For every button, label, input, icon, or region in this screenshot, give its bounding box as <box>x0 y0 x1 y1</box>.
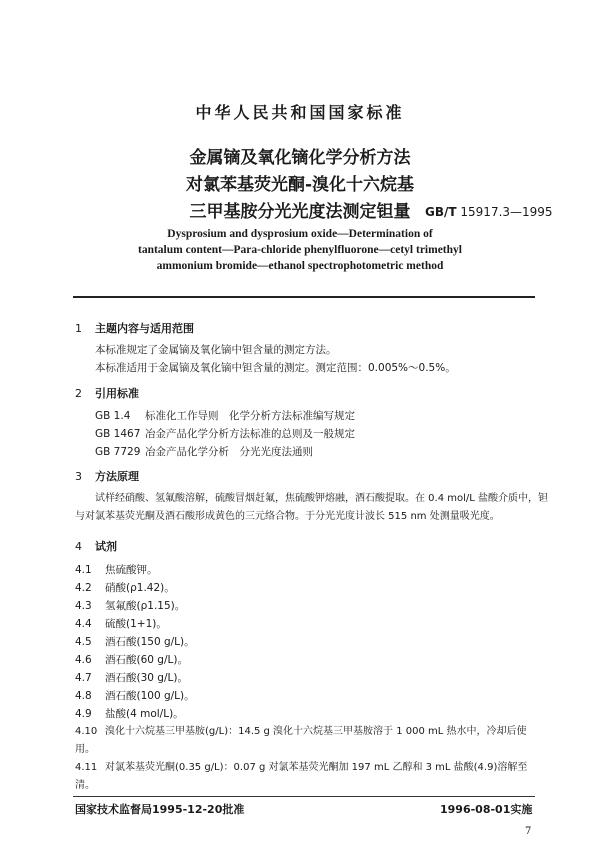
cn-title-line-1: 金属镝及氧化镝化学分析方法 <box>189 148 411 168</box>
reagent-number: 4.1 <box>75 564 92 576</box>
reagent-item <box>75 723 527 741</box>
reagent-item <box>75 561 158 579</box>
reference-item <box>95 425 355 443</box>
reagent-item <box>75 687 195 705</box>
section-3-heading <box>75 468 139 484</box>
reagent-number: 4.3 <box>75 600 92 612</box>
reference-code: GB 7729 <box>95 446 141 458</box>
section-1-title: 主题内容与适用范围 <box>95 322 194 335</box>
reagent-number: 4.7 <box>75 672 92 684</box>
reagent-number: 4.6 <box>75 654 92 666</box>
reagent-item <box>75 633 195 651</box>
standard-number <box>425 205 553 219</box>
reagent-text: 酒石酸(60 g/L)。 <box>105 654 188 666</box>
standard-prefix: GB/T <box>425 205 457 219</box>
section-4-title: 试剂 <box>95 540 117 553</box>
reagent-text: 对氯苯基荧光酮(0.35 g/L)：0.07 g 对氯苯基荧光酮加 197 mL 乙醇和 3 mL 盐酸(4.9)溶解至 <box>105 762 528 773</box>
implement-text: 1996-08-01实施 <box>440 803 533 816</box>
footer-divider <box>73 796 535 797</box>
section-3-title: 方法原理 <box>95 470 139 483</box>
page-number: 7 <box>525 826 532 837</box>
reagent-number: 4.9 <box>75 708 92 720</box>
section-4-number: 4 <box>75 540 82 553</box>
reference-code: GB 1467 <box>95 428 141 440</box>
reagent-item <box>75 615 167 633</box>
section-2-number: 2 <box>75 387 82 400</box>
section-1-number: 1 <box>75 322 82 335</box>
cn-title-line-3: 三甲基胺分光光度法测定钽量 <box>189 202 411 222</box>
section-2-heading <box>75 385 139 401</box>
reagent-item <box>75 705 184 723</box>
section-1-para-2: 本标准适用于金属镝及氧化镝中钽含量的测定。测定范围：0.005%～0.5%。 <box>95 362 456 374</box>
section-3-number: 3 <box>75 470 82 483</box>
reference-text: 冶金产品化学分析 分光光度法通则 <box>145 446 313 458</box>
reagent-number: 4.4 <box>75 618 92 630</box>
header-divider <box>73 296 535 298</box>
section-3-line-1: 试样经硝酸、氢氟酸溶解，硫酸冒烟赶氟，焦硫酸钾熔融，酒石酸提取。在 0.4 mol/L 盐酸介质中，钽 <box>95 493 549 504</box>
reagent-text: 硫酸(1+1)。 <box>105 618 167 630</box>
reagent-continuation: 用。 <box>75 744 95 755</box>
approval-text: 国家技术监督局1995-12-20批准 <box>75 803 245 816</box>
standard-code: 15917.3—1995 <box>460 205 553 219</box>
reagent-continuation: 清。 <box>75 780 95 791</box>
reference-code: GB 1.4 <box>95 410 131 422</box>
reagent-text: 酒石酸(100 g/L)。 <box>105 690 195 702</box>
reagent-text: 氢氟酸(ρ1.15)。 <box>105 600 186 612</box>
reference-text: 冶金产品化学分析方法标准的总则及一般规定 <box>145 428 355 440</box>
reagent-number: 4.5 <box>75 636 92 648</box>
en-title-line-2: tantalum content—Para-chloride phenylfluorone—cetyl trimethyl <box>138 244 462 256</box>
en-title-line-3: ammonium bromide—ethanol spectrophotometric method <box>156 260 444 272</box>
section-3-line-2: 与对氯苯基荧光酮及酒石酸形成黄色的三元络合物。于分光光度计波长 515 nm 处测量吸光度。 <box>75 511 500 522</box>
reagent-number: 4.8 <box>75 690 92 702</box>
standard-org-heading: 中华人民共和国国家标准 <box>195 103 405 122</box>
reagent-text: 硝酸(ρ1.42)。 <box>105 582 175 594</box>
reagent-number: 4.11 <box>75 762 98 773</box>
reagent-text: 酒石酸(30 g/L)。 <box>105 672 188 684</box>
reference-text: 标准化工作导则 化学分析方法标准编写规定 <box>145 410 355 422</box>
reagent-text: 焦硫酸钾。 <box>105 564 158 576</box>
section-2-title: 引用标准 <box>95 387 139 400</box>
reagent-item <box>75 759 527 777</box>
reagent-text: 盐酸(4 mol/L)。 <box>105 708 184 720</box>
reagent-number: 4.10 <box>75 726 98 737</box>
section-1-para-1: 本标准规定了金属镝及氧化镝中钽含量的测定方法。 <box>95 344 337 356</box>
cn-title-line-2: 对氯苯基荧光酮-溴化十六烷基 <box>185 175 415 195</box>
section-4-heading <box>75 538 117 554</box>
reference-item <box>95 443 313 461</box>
reagent-text: 溴化十六烷基三甲基胺(g/L)：14.5 g 溴化十六烷基三甲基胺溶于 1 000 mL 热水中，冷却后使 <box>105 726 527 737</box>
reagent-item <box>75 651 188 669</box>
reagent-text: 酒石酸(150 g/L)。 <box>105 636 195 648</box>
section-1-heading <box>75 320 194 336</box>
en-title-line-1: Dysprosium and dysprosium oxide—Determination of <box>167 228 433 240</box>
reference-item <box>95 407 355 425</box>
reagent-item <box>75 579 175 597</box>
reagent-item <box>75 597 185 615</box>
reagent-number: 4.2 <box>75 582 92 594</box>
reagent-item <box>75 669 188 687</box>
